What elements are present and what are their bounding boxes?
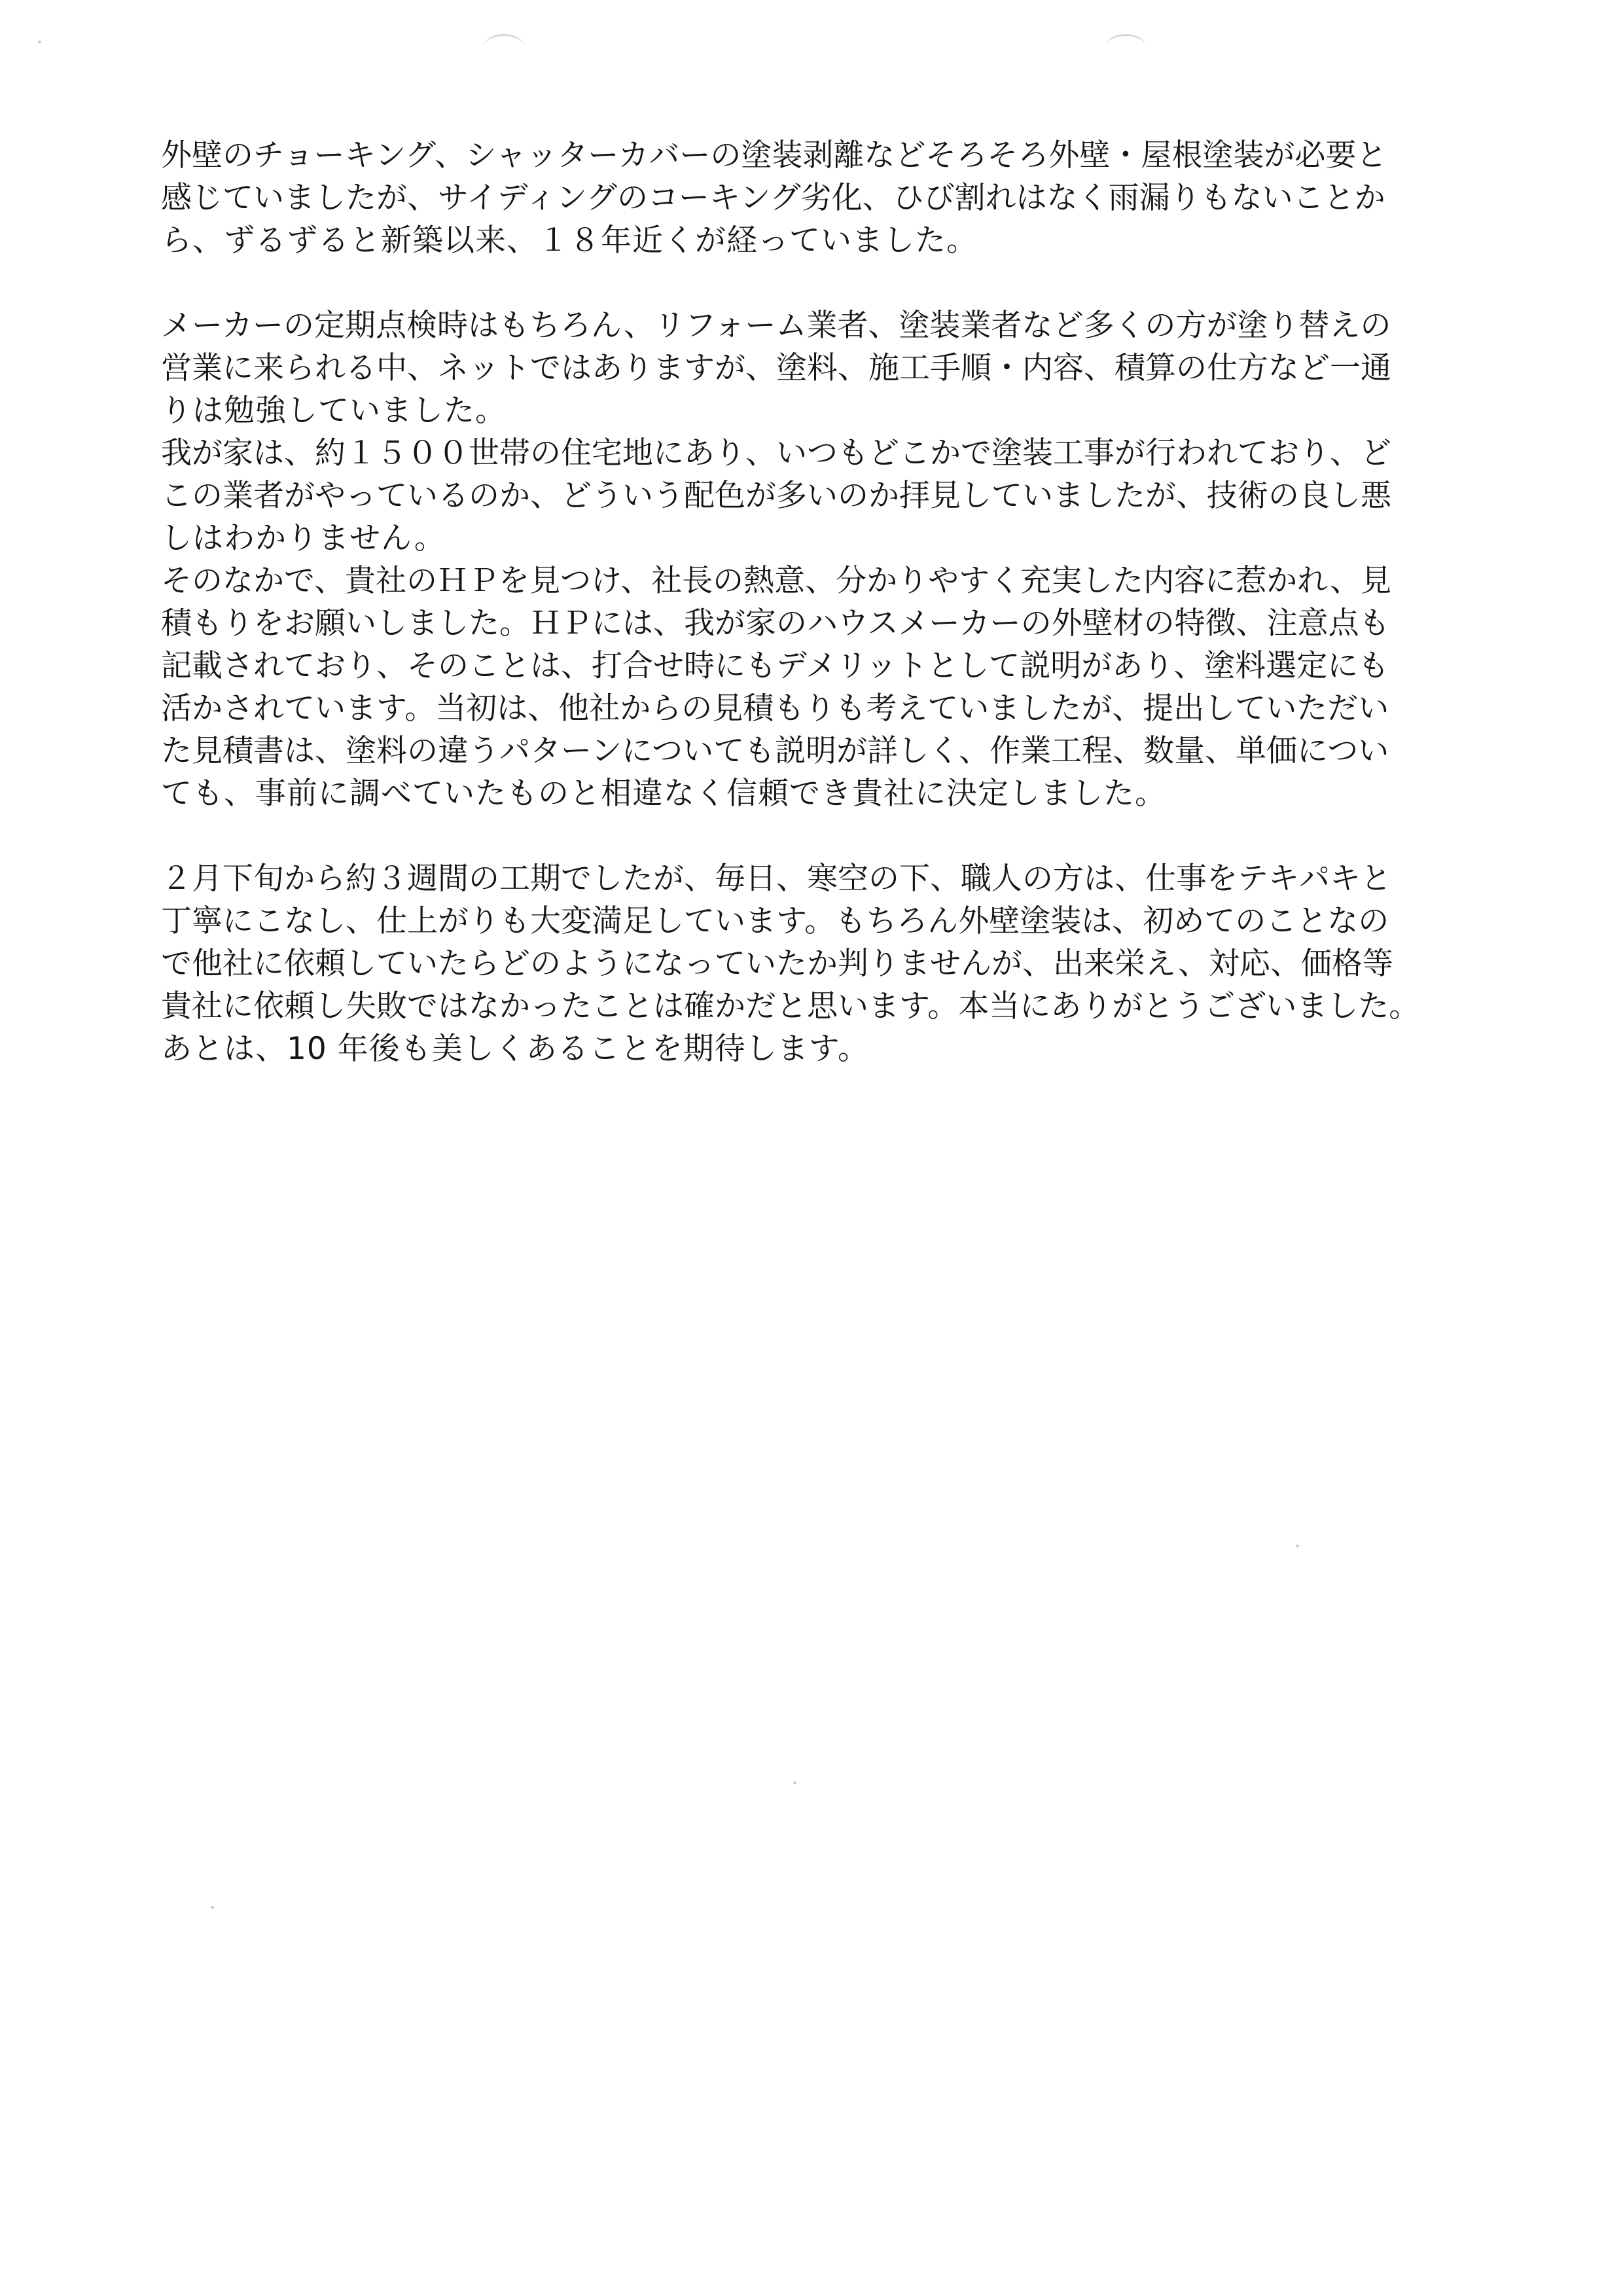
text-line: 丁寧にこなし、仕上がりも大変満足しています。もちろん外壁塗装は、初めてのことなの xyxy=(161,903,1389,939)
text-line: 外壁のチョーキング、シャッターカバーの塗装剥離などそろそろ外壁・屋根塗装が必要と xyxy=(161,137,1387,173)
paragraph-3 xyxy=(161,857,1489,1070)
scan-speck xyxy=(1296,1545,1299,1547)
text-line: 積もりをお願いしました。ＨＰには、我が家のハウスメーカーの外壁材の特徴、注意点も xyxy=(161,605,1390,641)
text-line: しはわかりません。 xyxy=(161,520,446,556)
scan-speck xyxy=(38,41,41,43)
text-line: この業者がやっているのか、どういう配色が多いのか拝見していましたが、技術の良し悪 xyxy=(161,478,1391,514)
paragraph-1 xyxy=(161,134,1489,262)
letter-body xyxy=(161,134,1489,1070)
paragraph-2 xyxy=(161,304,1489,815)
text-line: 感じていましたが、サイディングのコーキング劣化、ひび割れはなく雨漏りもないことか xyxy=(161,180,1385,216)
text-line: た見積書は、塗料の違うパターンについても説明が詳しく、作業工程、数量、単価につい xyxy=(161,733,1389,769)
punch-hole-mark-left xyxy=(484,34,524,58)
text-line: そのなかで、貴社のＨＰを見つけ、社長の熱意、分かりやすく充実した内容に惹かれ、見 xyxy=(161,563,1391,599)
scan-speck xyxy=(211,1906,214,1909)
text-line: ら、ずるずると新築以来、１８年近くが経っていました。 xyxy=(161,223,978,259)
text-line: で他社に依頼していたらどのようになっていたか判りませんが、出来栄え、対応、価格等 xyxy=(161,946,1393,982)
text-line: あとは、10 年後も美しくあることを期待します。 xyxy=(161,1031,869,1067)
text-line: 記載されており、そのことは、打合せ時にもデメリットとして説明があり、塗料選定にも xyxy=(161,648,1389,684)
paragraph-spacer xyxy=(161,262,1489,304)
text-line: ２月下旬から約３週間の工期でしたが、毎日、寒空の下、職人の方は、仕事をテキパキと xyxy=(161,861,1391,897)
scan-speck xyxy=(793,1782,796,1784)
text-line: 営業に来られる中、ネットではありますが、塗料、施工手順・内容、積算の仕方など一通 xyxy=(161,350,1391,386)
text-line: ても、事前に調べていたものと相違なく信頼でき貴社に決定しました。 xyxy=(161,776,1166,812)
text-line: 貴社に依頼し失敗ではなかったことは確かだと思います。本当にありがとうございました。 xyxy=(161,988,1420,1024)
punch-hole-mark-right xyxy=(1106,34,1145,58)
text-line: りは勉強していました。 xyxy=(161,393,507,429)
text-line: 我が家は、約１５００世帯の住宅地にあり、いつもどこかで塗装工事が行われており、ど xyxy=(161,435,1391,471)
text-line: 活かされています。当初は、他社からの見積もりも考えていましたが、提出していただい xyxy=(161,691,1389,726)
paragraph-spacer xyxy=(161,815,1489,857)
text-line: メーカーの定期点検時はもちろん、リフォーム業者、塗装業者など多くの方が塗り替えの xyxy=(161,308,1391,344)
